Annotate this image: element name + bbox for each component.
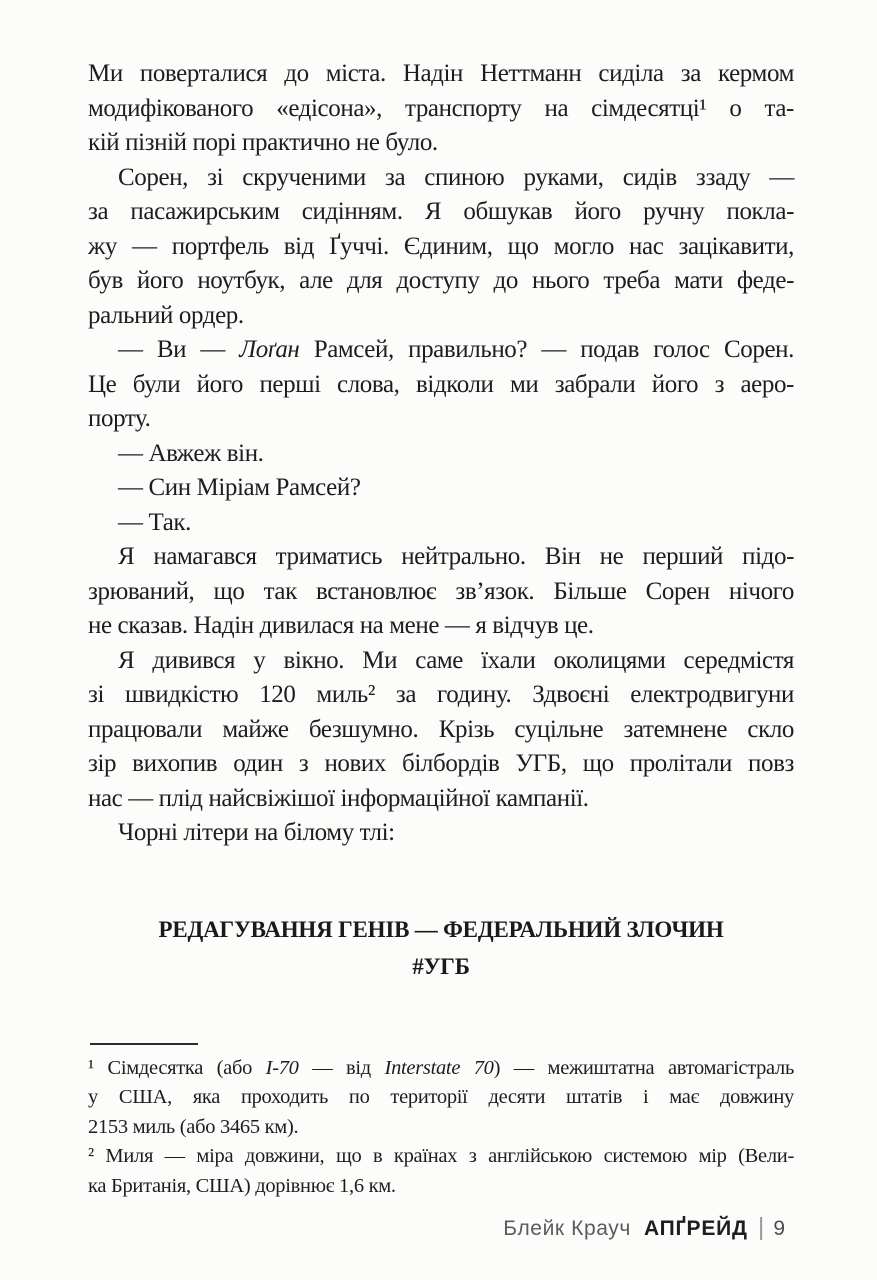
page-number: 9 [773, 1216, 785, 1240]
text-segment: за пасажирським сидінням. Я обшукав його ручну покла- [88, 198, 794, 225]
text-line [88, 1172, 794, 1202]
text-segment: Я намагався триматись нейтрально. Він не перший підо- [118, 543, 794, 570]
paragraph [88, 644, 794, 817]
text-segment: ² Миля — міра довжини, що в країнах з англійською системою мір (Вели- [88, 1145, 794, 1167]
text-line [88, 816, 794, 851]
text-line [88, 1083, 794, 1113]
paragraph [88, 57, 794, 161]
text-segment: 2153 миль (або 3465 км). [88, 1115, 299, 1138]
text-segment: ка Британія, США) дорівнює 1,6 км. [88, 1174, 396, 1197]
text-line [88, 92, 794, 127]
text-segment: нас — плід найсвіжішої інформаційної кампанії. [88, 784, 589, 812]
text-segment: порту. [88, 405, 151, 432]
text-line [88, 609, 794, 644]
body-text [88, 57, 794, 851]
text-line [88, 713, 794, 748]
text-segment: ральний ордер. [88, 301, 244, 329]
text-segment: — Так. [118, 508, 191, 536]
text-line [88, 333, 794, 368]
text-line [88, 299, 794, 334]
text-line [88, 264, 794, 299]
footnote [88, 1054, 794, 1143]
text-line [88, 195, 794, 230]
text-segment: Я дивився у вікно. Ми саме їхали околицями середмістя [118, 646, 794, 674]
paragraph [88, 506, 794, 541]
text-line [88, 402, 794, 437]
billboard-text [88, 911, 794, 985]
paragraph [88, 816, 794, 851]
text-segment: Сорен, зі скрученими за спиною руками, сидів ззаду — [118, 163, 794, 191]
text-segment: — Авжеж він. [118, 439, 264, 467]
paragraph [88, 437, 794, 472]
text-segment: був його ноутбук, але для доступу до нього треба мати феде- [88, 267, 794, 294]
text-segment: — від [298, 1056, 385, 1079]
text-line [88, 368, 794, 403]
paragraph [88, 161, 794, 334]
text-segment: — Ви — [118, 336, 240, 363]
text-segment: — Син Міріам Рамсей? [118, 474, 361, 501]
text-segment: ¹ Сімдесятка (або [88, 1056, 266, 1079]
paragraph [88, 333, 794, 437]
text-segment: у США, яка проходить по території десяти штатів і має довжину [88, 1086, 794, 1108]
text-line [88, 575, 794, 610]
text-segment: Рамсей, правильно? — подав голос Сорен. [299, 336, 794, 363]
text-line [88, 1113, 794, 1143]
text-segment: Чорні літери на білому тлі: [118, 819, 395, 846]
italic-text: Interstate 70 [384, 1056, 494, 1079]
footnote [88, 1142, 794, 1201]
footnote-separator-rule [90, 1043, 198, 1045]
text-line [88, 126, 794, 161]
text-segment: жу — портфель від Ґуччі. Єдиним, що могло нас зацікавити, [88, 232, 794, 260]
text-line [88, 644, 794, 679]
text-line [88, 57, 794, 92]
text-line [88, 230, 794, 265]
billboard-line-2: #УГБ [412, 953, 470, 979]
text-segment: модифікованого «едісона», транспорту на сімдесятці¹ о та- [88, 94, 794, 122]
text-line [88, 437, 794, 472]
text-line [88, 506, 794, 541]
text-segment: Ми поверталися до міста. Надін Неттманн сиділа за кермом [88, 60, 794, 87]
text-segment: Це були його перші слова, відколи ми забрали його з аеро- [88, 370, 794, 398]
footer-separator: | [757, 1213, 765, 1241]
text-segment: кій пізній порі практично не було. [88, 129, 438, 156]
text-segment: не сказав. Надін дивилася на мене — я відчув це. [88, 612, 594, 639]
text-line [88, 678, 794, 713]
page-content [88, 57, 794, 1201]
text-line [88, 540, 794, 575]
billboard-line-1: РЕДАГУВАННЯ ГЕНІВ — ФЕДЕРАЛЬНИЙ ЗЛОЧИН [158, 916, 724, 942]
page-footer [503, 1214, 785, 1243]
text-segment: зі швидкістю 120 миль² за годину. Здвоєні електродвигуни [88, 681, 794, 708]
text-segment: зір вихопив один з нових білбордів УГБ, що пролітали повз [88, 750, 794, 777]
text-line [88, 747, 794, 782]
text-line [88, 782, 794, 817]
text-segment: працювали майже безшумно. Крізь суцільне затемнене скло [88, 715, 794, 743]
paragraph [88, 540, 794, 644]
text-line [88, 161, 794, 196]
text-line [88, 1054, 794, 1084]
text-line [88, 471, 794, 506]
italic-text: I-70 [265, 1056, 299, 1079]
footer-author: Блейк Крауч [503, 1216, 631, 1240]
italic-text: Лоґан [239, 336, 300, 363]
paragraph [88, 471, 794, 506]
footnotes-section [88, 1043, 794, 1202]
text-segment: зрюваний, що так встановлює зв’язок. Більше Сорен нічого [88, 577, 794, 605]
footnote-text [88, 1054, 794, 1202]
footer-book-title: АПҐРЕЙД [643, 1216, 748, 1240]
text-segment: ) — межиштатна автомагістраль [493, 1056, 795, 1079]
text-line [88, 1142, 794, 1172]
